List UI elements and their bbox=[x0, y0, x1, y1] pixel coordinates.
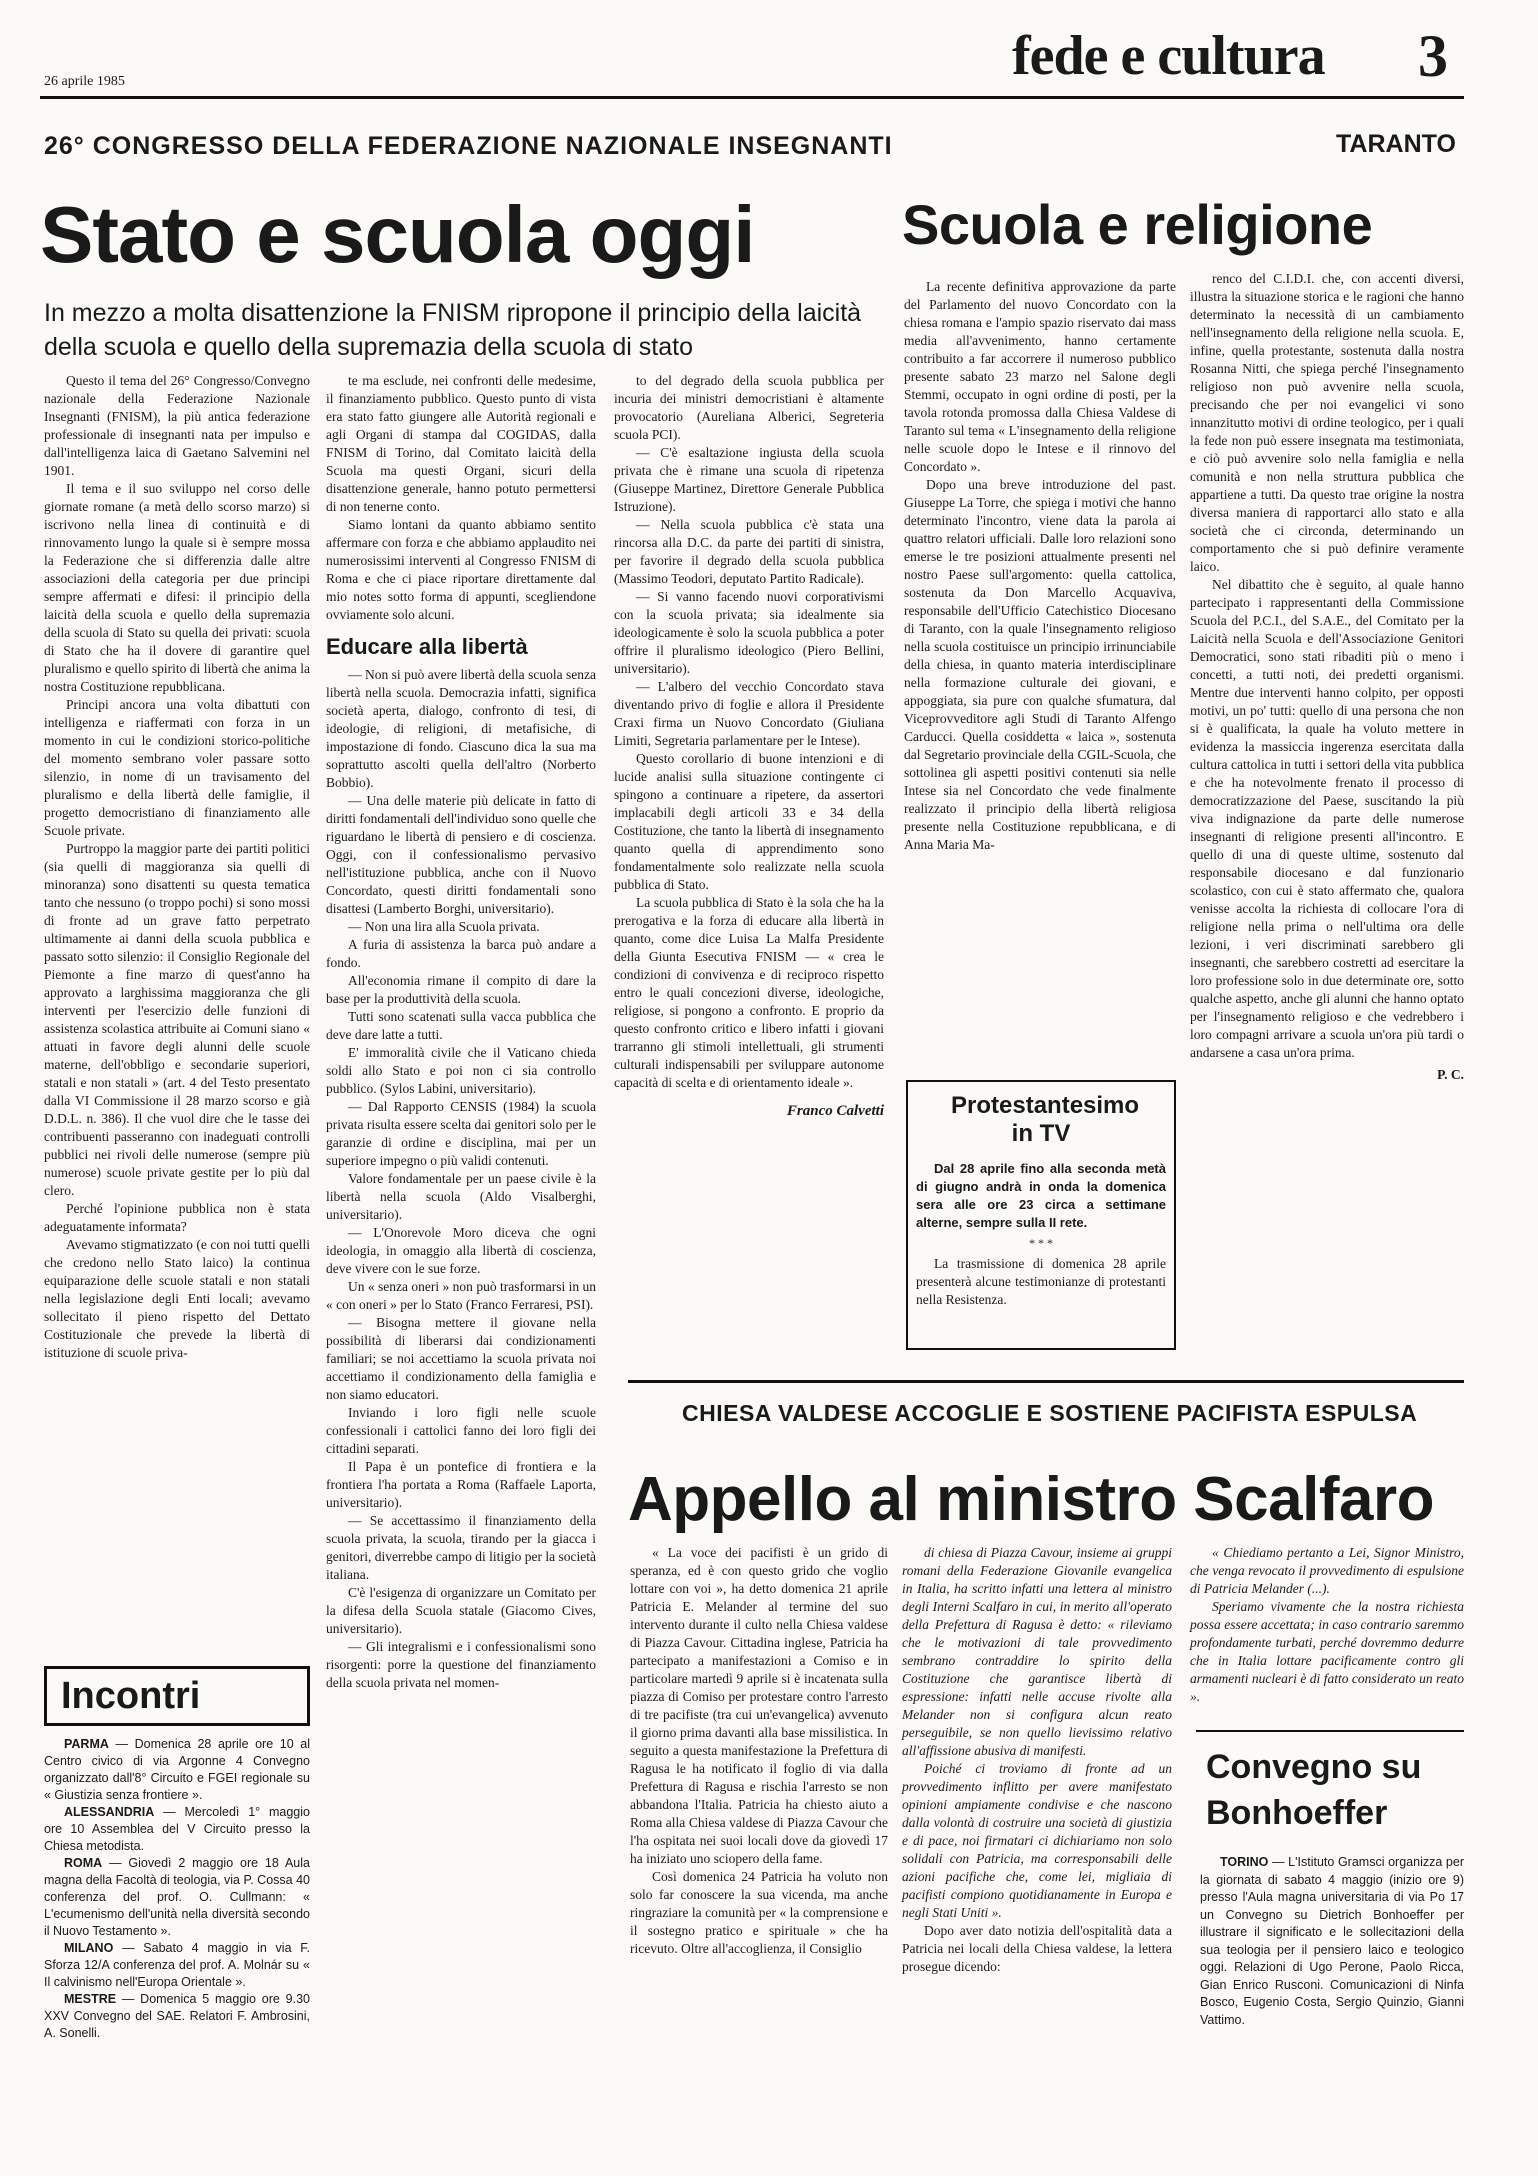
scalfaro-column-1 bbox=[630, 1544, 888, 1958]
section-title: fede e cultura bbox=[1012, 25, 1325, 87]
issue-date: 26 aprile 1985 bbox=[44, 74, 125, 89]
article-deck: In mezzo a molta disattenzione la FNISM ripropone il principio della laicità della scuola e quello della supremazia della scuola di stato bbox=[44, 299, 862, 361]
paragraph: Il Papa è un pontefice di frontiera e la frontiera l'ha portata a Roma (Raffaele Laporta, universitario). bbox=[326, 1459, 596, 1510]
paragraph: — Dal Rapporto CENSIS (1984) la scuola privata risulta essere scelta dai genitori solo per le garanzie di ordine e disciplina, mai per un superiore impegno o più validi contenuti. bbox=[326, 1099, 596, 1168]
paragraph: — Non si può avere libertà della scuola senza libertà nella scuola. Democrazia infatti, significa società aperta, dialogo, confronto di tesi, di ideologie, di religioni, di metafisiche, di impostazione di fondo. Ciascuno dica la sua ma soprattutto ascolti quella dell'altro (Norberto Bobbio). bbox=[326, 667, 596, 790]
paragraph: Questo corollario di buone intenzioni e di lucide analisi sulla situazione contingente ci spingono a continuare a ripetere, da assertori implacabili degli articoli 33 e 34 della Costituzione, che tanto la libertà di insegnamento quanto quella di apprendimento sono fondamentalmente solo realizzate nella scuola pubblica di Stato. bbox=[614, 751, 884, 892]
paragraph: All'economia rimane il compito di dare la base per la produttività della scuola. bbox=[326, 973, 596, 1006]
paragraph: — Se accettassimo il finanziamento della scuola privata, la scuola, tirando per la giacca i genitori, diverrebbe campo di litigio per la società italiana. bbox=[326, 1513, 596, 1582]
paragraph: Perché l'opinione pubblica non è stata adeguatamente informata? bbox=[44, 1201, 310, 1234]
paragraph: Un « senza oneri » non può trasformarsi in un « con oneri » per lo Stato (Franco Ferraresi, PSI). bbox=[326, 1279, 596, 1312]
valdese-kicker: CHIESA VALDESE ACCOGLIE E SOSTIENE PACIFISTA ESPULSA bbox=[682, 1400, 1418, 1426]
paragraph: — Nella scuola pubblica c'è stata una rincorsa alla D.C. da parte dei partiti di sinistra, per favorire il degrado della scuola pubblica (Massimo Teodori, deputato Partito Radicale). bbox=[614, 517, 884, 586]
paragraph: « La voce dei pacifisti è un grido di speranza, ed è con questo grido che voglio lottare con voi », ha detto domenica 21 aprile Patricia E. Melander al termine del suo intervento durante il culto nella Chiesa valdese di Piazza Cavour. Cittadina inglese, Patricia ha partecipato a manifestazioni a Comiso e in particolare martedì 9 aprile si è incatenata sulla piazza di Comiso per protestare contro l'arresto di tre pacifiste (tra cui un'evangelica) avvenuto il giorno prima davanti alla base missilistica. In seguito a questa manifestazione la Prefettura di Ragusa le ha notificato il foglio di via dalla Prefettura di Ragusa e rischia l'arresto se non abbandona l'Italia. Patricia ha chiesto aiuto a Roma alla Chiesa valdese di Piazza Cavour che l'ha ospitata nei suoi locali dove da giovedì 17 ha iniziato uno sciopero della fame. bbox=[630, 1545, 888, 1866]
incontri-item: PARMA — Domenica 28 aprile ore 10 al Centro civico di via Argonne 4 Convegno organizzato dall'8° Circuito e FGEI regionale su « Giustizia senza frontiere ». bbox=[44, 1737, 310, 1802]
incontri-item: ROMA — Giovedì 2 maggio ore 18 Aula magna della Facoltà di teologia, via P. Cossa 40 conferenza del prof. O. Cullmann: « L'ecumenismo dell'unità nella diversità secondo il Nuovo Testamento ». bbox=[44, 1856, 310, 1938]
scalfaro-title: Appello al ministro Scalfaro bbox=[628, 1465, 1434, 1534]
paragraph: C'è l'esigenza di organizzare un Comitato per la difesa della Scuola statale (Giacomo Cives, universitario). bbox=[326, 1585, 596, 1636]
tv-box-text: La trasmissione di domenica 28 aprile presenterà alcune testimonianze di protestanti nella Resistenza. bbox=[916, 1256, 1166, 1307]
convegno-title: Convegno su Bonhoeffer bbox=[1206, 1748, 1422, 1832]
paragraph: Siamo lontani da quanto abbiamo sentito affermare con forza e che abbiamo applaudito nei numerosissimi interventi al Congresso FNISM di Roma e che ci piace riportare direttamente dal mio notes sotto forma di appunti, scegliendone ovviamente solo alcuni. bbox=[326, 517, 596, 622]
page-number: 3 bbox=[1418, 23, 1448, 89]
convegno-text bbox=[1200, 1854, 1464, 2029]
article-column-2 bbox=[326, 372, 596, 1692]
article-column-1 bbox=[44, 372, 310, 1362]
paragraph: « Chiediamo pertanto a Lei, Signor Ministro, che venga revocato il provvedimento di espulsione di Patricia Melander (...). bbox=[1190, 1545, 1464, 1596]
article-title: Stato e scuola oggi bbox=[40, 190, 755, 279]
paragraph: Purtroppo la maggior parte dei partiti politici (sia quelli di maggioranza sia quelli di minoranza) sono disattenti su questa tematica tanto che nessuno (o troppo pochi) si sono mossi di fronte ad un grave fatto perpetrato ultimamente ai danni della scuola pubblica e passato sotto silenzio: il Consiglio Regionale del Piemonte a fine marzo di quest'anno ha approvato a larghissima maggioranza che gli interventi per l'esercizio delle funzioni di assistenza scolastica attribuite ai Comuni siano « attuati in favore degli alunni delle scuole materne, dell'obbligo e secondarie superiori, statali e non statali » (art. 4 del Testo presentato dalla VI Commissione il 28 marzo scorso e già D.D.L. n. 386). Il che vuol dire che le tasse dei contribuenti passeranno con inadeguati controlli pubblici nei rivoli delle numerose (sempre più numerose) scuole private gestite per lo più dal clero. bbox=[44, 841, 310, 1198]
religion-column-1 bbox=[904, 278, 1176, 854]
paragraph: Avevamo stigmatizzato (e con noi tutti quelli che credono nello Stato laico) la continua equiparazione delle scuole statali e non statali nella legislazione degli Enti locali; avevamo sollecitato il pieno rispetto del Dettato Costituzionale che prevede la libertà di istituzione di scuole priva- bbox=[44, 1237, 310, 1360]
paragraph: La recente definitiva approvazione da parte del Parlamento del nuovo Concordato con la chiesa romana e l'ampio spazio riservato dai mass media all'avvenimento, hanno certamente contribuito a far accorrere il numeroso pubblico presente sabato 23 marzo nel Salone degli Stemmi, occupato in ogni ordine di posti, per la tavola rotonda promossa dalla Chiesa Valdese di Taranto sul tema « L'insegnamento della religione nelle scuole dopo le Intese e il rinnovo del Concordato ». bbox=[904, 279, 1176, 474]
paragraph: Speriamo vivamente che la nostra richiesta possa essere accettata; in caso contrario saremmo profondamente turbati, perché dovremmo dedurre che in Italia lottare pacificamente contro gli armamenti nucleari è di fatto considerato un reato ». bbox=[1190, 1599, 1464, 1704]
incontri-item: ALESSANDRIA — Mercoledì 1° maggio ore 10 Assemblea del V Circuito presso la Chiesa metodista. bbox=[44, 1805, 310, 1853]
paragraph: — L'Onorevole Moro diceva che ogni ideologia, in omaggio alla libertà di coscienza, deve vivere con le sue forze. bbox=[326, 1225, 596, 1276]
tv-box-bold-text: Dal 28 aprile fino alla seconda metà di giugno andrà in onda la domenica sera alle ore 23 circa a settimane alterne, sempre sulla II rete. bbox=[916, 1161, 1166, 1230]
tv-box bbox=[906, 1080, 1176, 1350]
tv-box-stars: * * * bbox=[1029, 1236, 1053, 1250]
header-rule bbox=[40, 96, 1464, 99]
paragraph: — Una delle materie più delicate in fatto di diritti fondamentali dell'individuo sono quelle che riguardano le libertà di pensiero e di coscienza. Oggi, con il confessionalismo pervasivo nell'istituzione pubblica, anche con il Nuovo Concordato, questi diritti fondamentali sono disattesi (Lamberto Borghi, universitario). bbox=[326, 793, 596, 916]
paragraph: — Si vanno facendo nuovi corporativismi con la scuola privata; sia idealmente sia ideologicamente è solo la scuola pubblica a poter offrire il pluralismo ideologico (Piero Bellini, universitario). bbox=[614, 589, 884, 676]
paragraph: — L'albero del vecchio Concordato stava diventando privo di foglie e allora il Presidente Craxi firma un Nuovo Concordato (Giuliana Limiti, Segretaria parlamentare per le Intese). bbox=[614, 679, 884, 748]
paragraph: Principi ancora una volta dibattuti con intelligenza e riaffermati con forza in un momento in cui le condizioni storico-politiche del momento sembrano voler passare sotto silenzio, in nome di un travisamento del pluralismo e della libertà delle famiglie, il progetto democristiano di finanziamento alle Scuole private. bbox=[44, 697, 310, 838]
paragraph: Nel dibattito che è seguito, al quale hanno partecipato i rappresentanti della Commissione Scuola del P.C.I., del S.A.E., del Comitato per la Laicità nella Scuola e dell'Associazione Genitori Democratici, sono stati ribaditi più o meno i concetti, a tutti noti, dei predetti organismi. Mentre due interventi hanno colpito, per opposti motivi, un po' tutti: quello di una persona che non si è qualificata, la quale ha voluto mettere in evidenza la massiccia ingerenza esercitata dalla cultura cattolica in tutti i settori della vita pubblica e che ha notevolmente frenato il processo di democratizzazione del Paese, suscitando la più viva indignazione da parte delle numerose insegnanti di religione presenti all'incontro. E quello di una di queste ultime, sostenuto dal responsabile diocesano e dal funzionario scolastico, con cui è stato affermato che, qualora venisse accolta la richiesta di collocare l'ora di religione nella prima o nell'ultima ora delle lezioni, i veri discriminati sarebbero gli insegnanti, che sarebbero costretti ad esercitare la loro professione solo in due determinate ore, sotto qualche aspetto, anche gli alunni che hanno optato per l'insegnamento religioso e che vedrebbero i loro compagni arrivare a scuola un'ora più tardi o andarsene a casa un'ora prima. bbox=[1190, 577, 1464, 1060]
paragraph: Valore fondamentale per un paese civile è la libertà nella scuola (Aldo Visalberghi, universitario). bbox=[326, 1171, 596, 1222]
paragraph: Dopo una breve introduzione del past. Giuseppe La Torre, che spiega i motivi che hanno determinato l'incontro, viene data la parola ai quattro relatori ufficiali. Dalle loro relazioni sono emerse le tre posizioni attualmente presenti nel nostro Paese sull'argomento: quella cattolica, sostenuta da Don Marcello Acquaviva, responsabile dell'Ufficio Catechistico Diocesano di Taranto, con la quale l'insegnamento religioso nella scuola costituisce un principio irrinunciabile della chiesa, in quanto materia interdisciplinare nella formazione culturale dei giovani, e appoggiata, sia pure con qualche sfumatura, dal Viceprovveditore agli Studi di Taranto Alfengo Carducci. Quella cosiddetta « laica », sostenuta dal Segretario provinciale della CGIL-Scuola, che sottolinea gli aspetti positivi contenuti sia nelle Intese sia nel Concordato che vede finalmente realizzato il principio della libertà religiosa presente nella Costituzione repubblicana, e di Anna Maria Ma- bbox=[904, 477, 1176, 852]
incontri-list bbox=[44, 1736, 310, 2042]
paragraph: te ma esclude, nei confronti delle medesime, il finanziamento pubblico. Questo punto di vista era stato fatto giungere alle Autorità regionali e agli Organi di stampa dal COGIDAS, dalla FNISM di Torino, dal Comitato laicità della Scuola ma questi Organi, sicuri della disattenzione generale, hanno potuto permettersi di non tenerne conto. bbox=[326, 373, 596, 514]
section-subhead: Educare alla libertà bbox=[326, 634, 528, 659]
paragraph: renco del C.I.D.I. che, con accenti diversi, illustra la situazione storica e le ragioni che hanno determinato la necessità di un cambiamento nell'insegnamento della religione nella scuola. E, infine, quella protestante, sostenuta dalla nostra Rosanna Nitti, che spiega perché l'insegnamento religioso non può avvenire nella scuola, precisando che per noi evangelici vi sono innanzitutto motivi di ordine teologico, per i quali la fede non può essere insegnata ma testimoniata, e ciò può avvenire solo nella famiglia e nella comunità e non nella struttura pubblica che appartiene a tutti. Da questo trae origine la nostra diversa maniera di rapportarci allo stato e alla società che ci circonda, determinando un comportamento che si può definire veramente laico. bbox=[1190, 271, 1464, 574]
initials: P. C. bbox=[1437, 1067, 1464, 1082]
paragraph: Inviando i loro figli nelle scuole confessionali i cattolici fanno dei loro figli dei cittadini separati. bbox=[326, 1405, 596, 1456]
paragraph: — Non una lira alla Scuola privata. bbox=[348, 919, 540, 934]
paragraph: — C'è esaltazione ingiusta della scuola privata che è rimane una scuola di ripetenza (Giuseppe Martinez, Direttore Generale Pubblica Istruzione). bbox=[614, 445, 884, 514]
congress-kicker: 26° CONGRESSO DELLA FEDERAZIONE NAZIONALE INSEGNANTI bbox=[44, 132, 893, 160]
incontri-title: Incontri bbox=[61, 1675, 201, 1717]
paragraph: La scuola pubblica di Stato è la sola che ha la prerogativa e la forza di educare alla libertà in quanto, come dice Luisa La Malfa Presidente della Giunta Esecutiva FNISM — « crea le condizioni di convivenza e di reciproco rispetto entro le quali concezioni diverse, ideologiche, religiose, si pongono a confronto. E proprio da questo confronto critico e libero infatti i giovani trarranno gli stimoli intellettuali, gli strumenti culturali indispensabili per sviluppare autonome capacità di scelta e di orientamento ideale ». bbox=[614, 895, 884, 1090]
paragraph: — Gli integralismi e i confessionalismi sono risorgenti: porre la questione del finanziamento della scuola privata nel momen- bbox=[326, 1639, 596, 1690]
byline: Franco Calvetti bbox=[786, 1103, 884, 1119]
bottom-article-rule bbox=[628, 1380, 1464, 1383]
religion-column-2 bbox=[1190, 270, 1464, 1084]
paragraph: Poiché ci troviamo di fronte ad un provvedimento inflitto per avere manifestato opinioni ampiamente condivise e che nascono dalla volontà di costruire una società di giustizia e di pace, noi firmatari ci dichiariamo non solo solidali con Patricia, ma corresponsabili delle azioni pacifiche che, come lei, migliaia di pacifisti compiono quotidianamente in Europa e negli Stati Uniti ». bbox=[902, 1761, 1172, 1920]
paragraph: Il tema e il suo sviluppo nel corso delle giornate romane (a metà dello scorso marzo) si iscrivono nella linea di continuità e di rinnovamento lungo la quale si è sempre mossa la Federazione che si differenzia dalle altre associazioni della categoria per due principi sempre affermati e difesi: il principio della laicità della scuola e quello della supremazia della scuola di Stato su quella dei privati: scuola di Stato che ha il dovere di garantire quel pluralismo e quello spirito di libertà che anima la nostra Costituzione repubblicana. bbox=[44, 481, 310, 694]
paragraph: to del degrado della scuola pubblica per incuria dei ministri democristiani è altamente provocatorio (Aureliana Alberici, Segreteria scuola PCI). bbox=[614, 373, 884, 442]
paragraph: A furia di assistenza la barca può andare a fondo. bbox=[326, 937, 596, 970]
paragraph: E' immoralità civile che il Vaticano chieda soldi allo Stato e poi non ci sia controllo pubblico. (Sylos Labini, universitario). bbox=[326, 1045, 596, 1096]
incontri-box bbox=[44, 1666, 310, 1726]
incontri-item: MESTRE — Domenica 5 maggio ore 9.30 XXV Convegno del SAE. Relatori F. Ambrosini, A. Sonelli. bbox=[44, 1992, 310, 2040]
paragraph: — Bisogna mettere il giovane nella possibilità di liberarsi dai condizionamenti familiari; se noi accettiamo la scuola privata noi accettiamo il condizionamento della famiglia e non siamo educatori. bbox=[326, 1315, 596, 1402]
tv-box-title: Protestantesimo in TV bbox=[951, 1092, 1140, 1147]
paragraph: Questo il tema del 26° Congresso/Convegno nazionale della Federazione Nazionale Insegnanti (FNISM), la più antica federazione professionale di insegnanti nata per impulso e dall'intelligenza laica di Gaetano Salvemini nel 1901. bbox=[44, 373, 310, 478]
paragraph: TORINO — L'Istituto Gramsci organizza per la giornata di sabato 4 maggio (inizio ore 9) presso l'Aula magna universitaria di via Po 17 un Convegno su Dietrich Bonhoeffer per illustrare il significato e le sollecitazioni della sua teologia per il pensiero laico e teologico oggi. Relazioni di Ugo Perone, Paolo Ricca, Gian Enrico Rusconi. Comunicazioni di Ninfa Bosco, Eugenio Costa, Sergio Quinzio, Gianni Vattimo. bbox=[1200, 1855, 1464, 2027]
religion-title: Scuola e religione bbox=[902, 193, 1373, 256]
scalfaro-column-3 bbox=[1190, 1544, 1464, 1706]
paragraph: di chiesa di Piazza Cavour, insieme ai gruppi romani della Federazione Giovanile evangelica in Italia, ha scritto infatti una lettera al ministro degli Interni Scalfaro in cui, in merito all'operato della Prefettura di Ragusa è detto: « rileviamo che le motivazioni di tale provvedimento sembrano contraddire lo spirito della Costituzione che garantisce libertà di espressione: infatti nelle accuse rivolte alla Melander non si configura alcun reato perseguibile, se non quello lievissimo relativo all'affissione abusiva di manifesti. bbox=[902, 1545, 1172, 1758]
scalfaro-column-2 bbox=[902, 1544, 1172, 1976]
location-label: TARANTO bbox=[1336, 130, 1456, 158]
paragraph: Così domenica 24 Patricia ha voluto non solo far conoscere la sua vicenda, ma anche ringraziare la comunità per « la comprensione e il sostegno pratico e spirituale » che ha ricevuto. Oltre all'accoglienza, il Consiglio bbox=[630, 1869, 888, 1956]
paragraph: Dopo aver dato notizia dell'ospitalità data a Patricia nei locali della Chiesa valdese, la lettera prosegue dicendo: bbox=[902, 1923, 1172, 1974]
incontri-item: MILANO — Sabato 4 maggio in via F. Sforza 12/A conferenza del prof. A. Molnár su « Il calvinismo nell'Europa Orientale ». bbox=[44, 1941, 310, 1989]
paragraph: Tutti sono scatenati sulla vacca pubblica che deve dare latte a tutti. bbox=[326, 1009, 596, 1042]
convegno-rule bbox=[1196, 1730, 1464, 1732]
article-column-3 bbox=[614, 372, 884, 1120]
